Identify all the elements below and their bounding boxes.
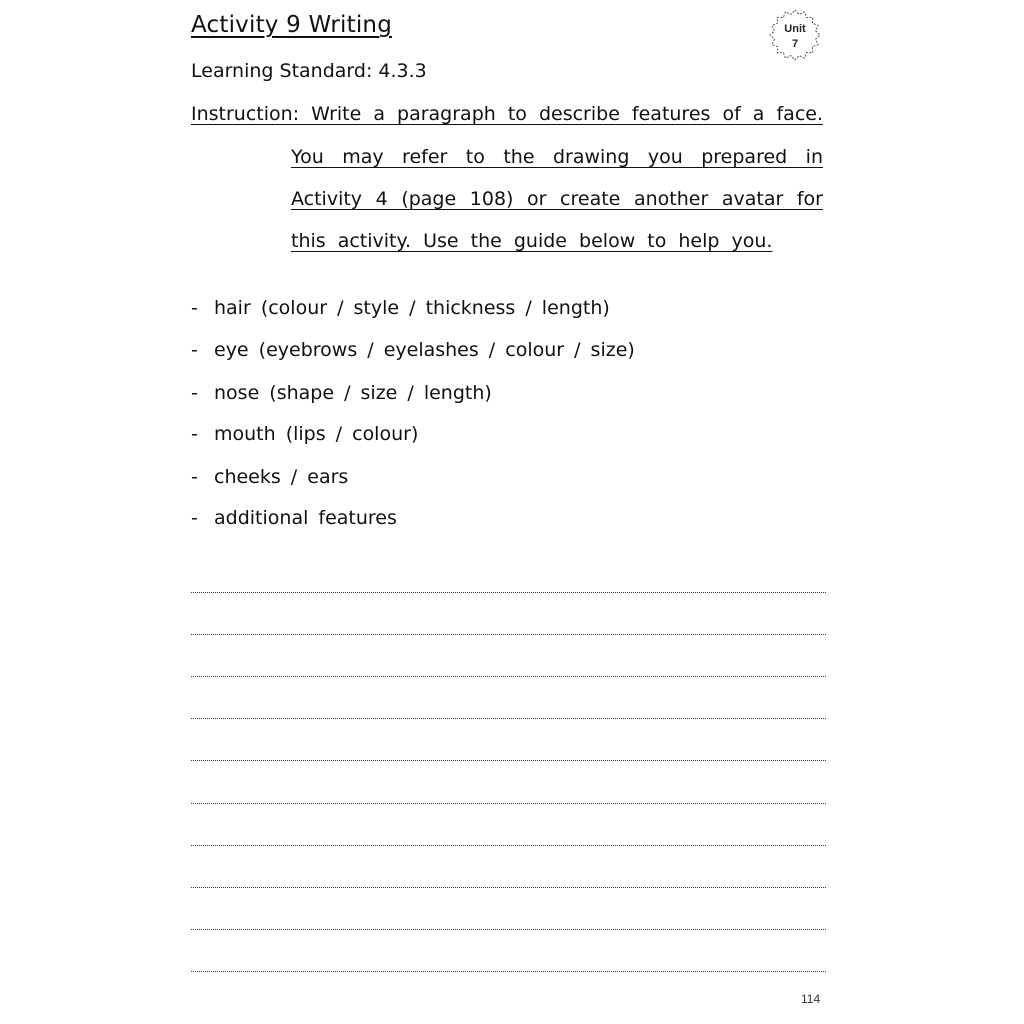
- writing-line: [191, 760, 826, 761]
- writing-line: [191, 718, 826, 719]
- instruction-line-4: this activity. Use the guide below to help you.: [291, 230, 773, 252]
- guide-item-nose: [191, 380, 492, 406]
- guide-text: nose (shape / size / length): [214, 382, 492, 404]
- guide-item-eye: [191, 337, 635, 363]
- writing-line: [191, 887, 826, 888]
- instruction-line-3: Activity 4 (page 108) or create another avatar for: [291, 188, 823, 210]
- bullet: -: [191, 297, 198, 319]
- unit-label: Unit: [784, 23, 806, 35]
- guide-text: cheeks / ears: [214, 466, 349, 488]
- unit-badge: [768, 8, 822, 62]
- activity-title: Activity 9 Writing: [191, 12, 393, 38]
- guide-text: additional features: [214, 507, 397, 529]
- writing-line: [191, 592, 826, 593]
- writing-line: [191, 845, 826, 846]
- bullet: -: [191, 507, 198, 529]
- badge-border-icon: [768, 8, 822, 62]
- writing-line: [191, 971, 826, 972]
- guide-text: mouth (lips / colour): [214, 423, 419, 445]
- guide-item-cheeks-ears: [191, 464, 348, 490]
- instruction-line-2: You may refer to the drawing you prepared in: [291, 146, 823, 168]
- bullet: -: [191, 382, 198, 404]
- learning-standard: Learning Standard: 4.3.3: [191, 60, 427, 82]
- bullet: -: [191, 466, 198, 488]
- bullet: -: [191, 339, 198, 361]
- writing-line: [191, 929, 826, 930]
- guide-text: eye (eyebrows / eyelashes / colour / size): [214, 339, 635, 361]
- unit-number: 7: [791, 38, 799, 50]
- writing-line: [191, 803, 826, 804]
- instruction-line-1: Instruction: Write a paragraph to describe features of a face.: [191, 103, 823, 125]
- writing-line: [191, 634, 826, 635]
- bullet: -: [191, 423, 198, 445]
- guide-item-mouth: [191, 421, 418, 447]
- guide-item-additional: [191, 505, 397, 531]
- page-number: 114: [801, 992, 821, 1006]
- guide-item-hair: [191, 295, 610, 321]
- guide-text: hair (colour / style / thickness / length): [214, 297, 610, 319]
- writing-line: [191, 676, 826, 677]
